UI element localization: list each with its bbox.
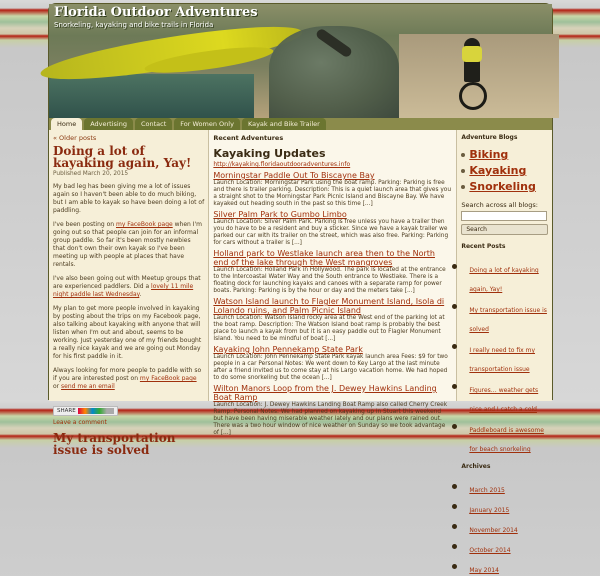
right-sidebar (457, 130, 552, 574)
feed-entry-title[interactable]: Holland park to Westlake launch area then to the North end of the lake through the West mangroves (213, 249, 435, 267)
night-paddle-link[interactable]: lovely 11 mile night paddle last Wednesday (53, 283, 194, 298)
recent-post-item (469, 337, 548, 375)
header-photo-water (49, 74, 254, 118)
nav-contact[interactable]: Contact (135, 118, 172, 130)
page (48, 3, 553, 574)
archive-item (469, 497, 548, 516)
main-nav (49, 118, 552, 130)
bullet-icon (461, 153, 465, 157)
facebook-page-link[interactable]: my FaceBook page (116, 221, 173, 228)
nav-kayak-and-bike-trailer[interactable]: Kayak and Bike Trailer (242, 118, 326, 130)
post-paragraph-1: My bad leg has been giving me a lot of issues again so I haven't been able to do much biking, but I am able to kayak so have been doing a lot of paddling. (53, 183, 205, 214)
search-label: Search across all blogs: (461, 201, 538, 209)
share-icons (78, 408, 114, 414)
post-paragraph-2 (53, 221, 204, 269)
feed-entry (213, 345, 452, 382)
blog-link-kayaking[interactable]: Kayaking (469, 164, 527, 177)
archive-link[interactable]: May 2014 (469, 567, 499, 574)
post-paragraph-3 (53, 275, 204, 299)
feed-entry-text: Launch Location: J. Dewey Hawkins Landing Boat Ramp also called Cherry Creek Ramp. Personal Notes: We had planned on kayaking up in Stuart this weekend but have been having miserable weather lately and our plans were rained out. There was a two hour window of nice weather on Sunday so we took advantage of [...] (213, 402, 448, 436)
middle-column (208, 130, 457, 436)
site-title[interactable]: Florida Outdoor Adventures (54, 5, 258, 20)
post-paragraph-2-suffix: when I'm going out so that people can join for an informal group paddle. So far it's been mostly newbies that don't own their own kayak so I've been meeting up with people at places that have rentals. (53, 221, 202, 268)
recent-adventures-heading: Recent Adventures (213, 134, 284, 142)
nav-home[interactable]: Home (51, 118, 82, 130)
archives-list (461, 477, 548, 576)
feed-entry (213, 297, 452, 343)
feed-entry-text: Launch Location: John Pennekamp State Park kayak launch area Fees: $9 for two people in a car Personal Notes: We went down to Key Largo at the last minute after a friend invited us to come stay at his Largo vacation home. We had hoped to do some snorkeling but the ocean [...] (213, 354, 448, 381)
kayaking-site-link[interactable]: http://kayaking.floridaoutdooradventures.info (213, 161, 351, 168)
blog-item (461, 180, 548, 193)
recent-post-item (469, 297, 548, 335)
recent-post-link[interactable]: Paddleboard is awesome for beach snorkeling (469, 427, 544, 453)
archive-item (469, 517, 548, 536)
recent-post-item (469, 417, 548, 455)
post-paragraph-3-prefix: I've also been going out with Meetup groups that are experienced paddlers. Did a (53, 275, 201, 290)
feed-entry-title[interactable]: Silver Palm Park to Gumbo Limbo (213, 210, 347, 219)
post-paragraph-5-prefix: Always looking for more people to paddle with so if you are interested post on (53, 367, 202, 382)
feed-entry-text: Launch Location: Morningstar Park using the boat ramp. Parking: Parking is free and there is trailer parking. Description: This is a quiet launch area that gives you a straight shot to the Morningstar Park Picnic Island and Biscayne Bay. We have kayaked out heading south in the past so this time [...] (213, 180, 452, 207)
blog-link-biking[interactable]: Biking (469, 148, 509, 161)
archive-link[interactable]: November 2014 (469, 527, 518, 534)
feed-entry (213, 171, 452, 208)
feed-entry-text: Launch Location: Watson Island rocky area at the West end of the parking lot at the boat ramp. Description: The Watson Island boat ramp is probably the best place to launch a kayak from but it is an easy paddle out to Flagler Monument Island. You need to be mindful of boat [...] (213, 315, 445, 342)
archive-link[interactable]: October 2014 (469, 547, 511, 554)
recent-post-item (469, 377, 548, 415)
post-paragraph-2-prefix: I've been posting on (53, 221, 116, 228)
bullet-icon (461, 169, 465, 173)
leave-comment-link[interactable]: Leave a comment (53, 419, 107, 426)
recent-posts-list (461, 257, 548, 455)
header-photo-cyclist-shirt (462, 46, 482, 62)
feed-entry-text: Launch Location: Silver Palm Park. Parking is free unless you have a trailer then you do have to be a resident and buy a sticker. Since we have a kayak trailer we parked our car with its trailer on the street, which was also free. Parking: Parking for cars without a trailer is [...] (213, 219, 449, 246)
nav-for-women-only[interactable]: For Women Only (174, 118, 240, 130)
adventure-blogs-heading: Adventure Blogs (461, 134, 518, 141)
content (49, 130, 552, 574)
recent-post-link[interactable]: Figures… weather gets nice and I catch a cold (469, 387, 539, 413)
recent-post-item (469, 257, 548, 295)
blog-item (461, 148, 548, 161)
nav-advertising[interactable]: Advertising (84, 118, 133, 130)
feed-entry-text: Launch Location: Holland Park in Hollywood. The park is located at the entrance to the Intercoastal Water Way and the South entrance to Westlake. There is a floating dock for launching kayaks and canoes with a separate ramp for power boats. Parking: Parking is by the hour or day and the meters take [...] (213, 267, 446, 294)
archives-heading: Archives (461, 463, 491, 470)
bullet-icon (461, 185, 465, 189)
post-paragraph-4: My plan to get more people involved in kayaking by posting about the trips on my Facebook page, also talking about kayaking with anyone that will listen when I'm out and about, seems to be working. Just yesterday one of my friends bought a really nice kayak and we are going out Monday for his first paddle in it. (53, 305, 202, 360)
feed-entry (213, 249, 452, 295)
post-title[interactable]: Doing a lot of kayaking again, Yay! (53, 144, 192, 170)
post-title-2[interactable]: My transportation issue is solved (53, 431, 176, 457)
older-posts-link[interactable]: « Older posts (53, 134, 97, 142)
left-column (49, 130, 208, 457)
recent-post-link[interactable]: I really need to fix my transportation issue (469, 347, 535, 373)
post-date: Published March 20, 2015 (53, 171, 129, 177)
archive-item (469, 477, 548, 496)
feed-entry (213, 210, 452, 247)
archive-link[interactable]: January 2015 (469, 507, 510, 514)
post-paragraph-5-mid: or (53, 383, 62, 390)
feed-entry-title[interactable]: Kayaking John Pennekamp State Park (213, 345, 363, 354)
search-button[interactable]: Search (461, 224, 548, 235)
post-paragraph-5 (53, 367, 204, 391)
feed-entry-title[interactable]: Wilton Manors Loop from the J. Dewey Hawkins Landing Boat Ramp (213, 384, 437, 402)
recent-post-link[interactable]: My transportation issue is solved (469, 307, 547, 333)
facebook-page-link-2[interactable]: my FaceBook page (139, 375, 197, 382)
feed-entry-title[interactable]: Morningstar Paddle Out To Biscayne Bay (213, 171, 375, 180)
recent-post-link[interactable]: Doing a lot of kayaking again, Yay! (469, 267, 539, 293)
archive-link[interactable]: March 2015 (469, 487, 505, 494)
share-label: SHARE (57, 408, 76, 414)
email-link[interactable]: send me an email (61, 383, 115, 390)
share-button[interactable] (53, 406, 118, 416)
feed-entry (213, 384, 452, 437)
header-photo-bike-wheel (459, 82, 487, 110)
post-paragraph-3-suffix: . (139, 291, 142, 298)
header-banner (49, 4, 552, 118)
archive-item (469, 537, 548, 556)
blog-link-snorkeling[interactable]: Snorkeling (469, 180, 536, 193)
feed-entry-title[interactable]: Watson Island launch to Flagler Monument Island, Isola di Lolando ruins, and Palm Picnic Island (213, 297, 445, 315)
blog-item (461, 164, 548, 177)
blog-list (461, 148, 548, 193)
site-tagline: Snorkeling, kayaking and bike trails in Florida (54, 21, 214, 29)
archive-item (469, 557, 548, 576)
recent-posts-heading: Recent Posts (461, 243, 506, 250)
kayaking-updates-title: Kayaking Updates (213, 147, 326, 160)
search-input[interactable] (461, 211, 547, 221)
